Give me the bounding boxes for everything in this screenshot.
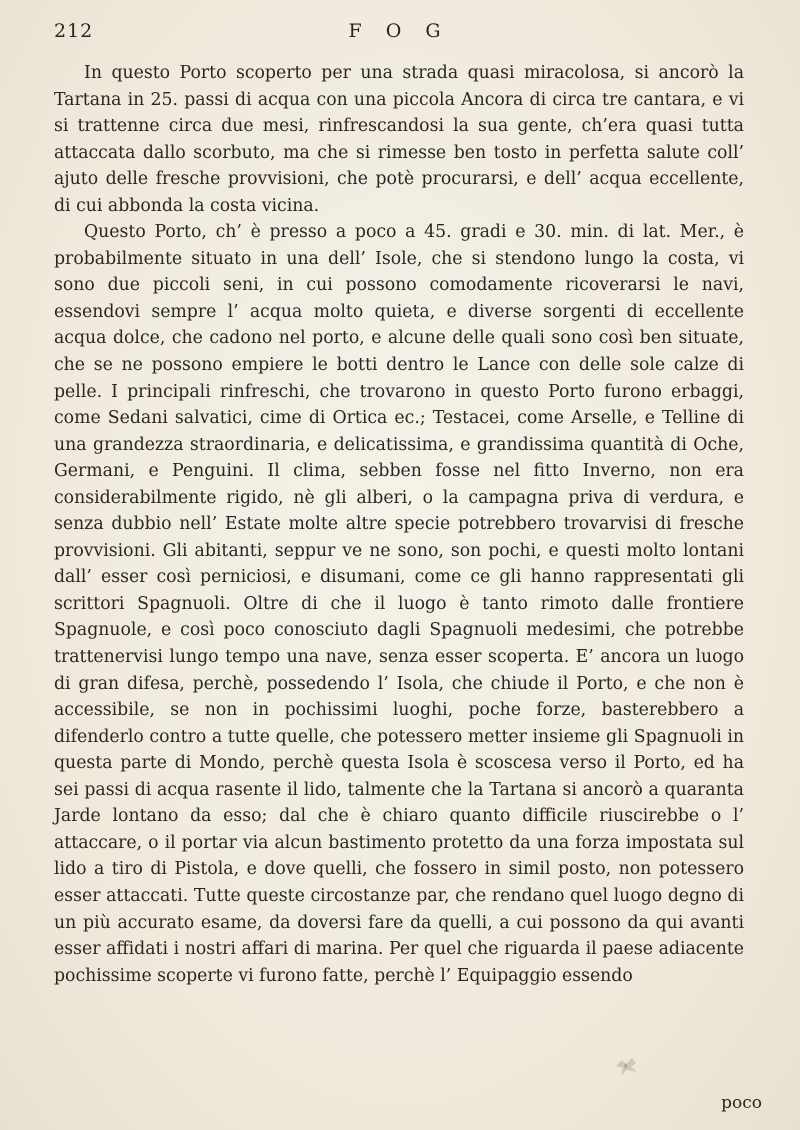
page-header	[54, 20, 744, 48]
page-number: 212	[54, 20, 94, 42]
body-text	[54, 60, 744, 989]
running-head: F O G	[348, 20, 450, 42]
paragraph-1: In questo Porto scoperto per una strada quasi miracolosa, si ancorò la Tartana in 25. passi di acqua con una piccola Ancora di circa tre cantara, e vi si trattenne circa due mesi, rinfrescandosi la sua gente, ch’era quasi tutta attaccata dallo scorbuto, ma che si rimesse ben tosto in perfetta salute coll’ ajuto delle fresche provvisioni, che potè procurarsi, e dell’ acqua eccellente, di cui abbonda la costa vicina.	[54, 63, 744, 216]
paragraph-2: Questo Porto, ch’ è presso a poco a 45. gradi e 30. min. di lat. Mer., è probabilmente situato in una dell’ Isole, che si stendono lungo la costa, vi sono due piccoli seni, in cui possono comodamente ricoverarsi le navi, essendovi sempre l’ acqua molto quieta, e diverse sorgenti di eccellente acqua dolce, che cadono nel porto, e alcune delle quali sono così ben situate, che se ne possono empiere le botti dentro le Lance con delle sole calze di pelle. I principali rinfreschi, che trovarono in questo Porto furono erbaggi, come Sedani salvatici, cime di Ortica ec.; Testacei, come Arselle, e Telline di una grandezza straordinaria, e delicatissima, e grandissima quantità di Oche, Germani, e Penguini. Il clima, sebben fosse nel fitto Inverno, non era considerabilmente rigido, nè gli alberi, o la campagna priva di verdura, e senza dubbio nell’ Estate molte altre specie potrebbero trovarvisi di fresche provvisioni. Gli abitanti, seppur ve ne sono, son pochi, e questi molto lontani dall’ esser così perniciosi, e disumani, come ce gli hanno rappresentati gli scrittori Spagnuoli. Oltre di che il luogo è tanto rimoto dalle frontiere Spagnuole, e così poco conosciuto dagli Spagnuoli medesimi, che potrebbe trattenervisi lungo tempo una nave, senza esser scoperta. E’ ancora un luogo di gran difesa, perchè, possedendo l’ Isola, che chiude il Porto, e che non è accessibile, se non in pochissimi luoghi, poche forze, basterebbero a difenderlo contro a tutte quelle, che potessero metter insieme gli Spagnuoli in questa parte di Mondo, perchè questa Isola è scoscesa verso il Porto, ed ha sei passi di acqua rasente il lido, talmente che la Tartana si ancorò a quaranta Jarde lontano da esso; dal che è chiaro quanto difficile riuscirebbe o l’ attaccare, o il portar via alcun bastimento protetto da una forza impostata sul lido a tiro di Pistola, e dove quelli, che fossero in simil posto, non potessero esser attaccati. Tutte queste circostanze par, che rendano quel luogo degno di un più accurato esame, da doversi fare da quelli, a cui possono da qui avanti esser affidati i nostri affari di marina. Per quel che riguarda il paese adiacente pochissime scoperte vi furono fatte, perchè l’ Equipaggio essendo	[54, 222, 744, 986]
ink-smudge-icon	[612, 1052, 642, 1078]
catchword: poco	[721, 1093, 762, 1113]
